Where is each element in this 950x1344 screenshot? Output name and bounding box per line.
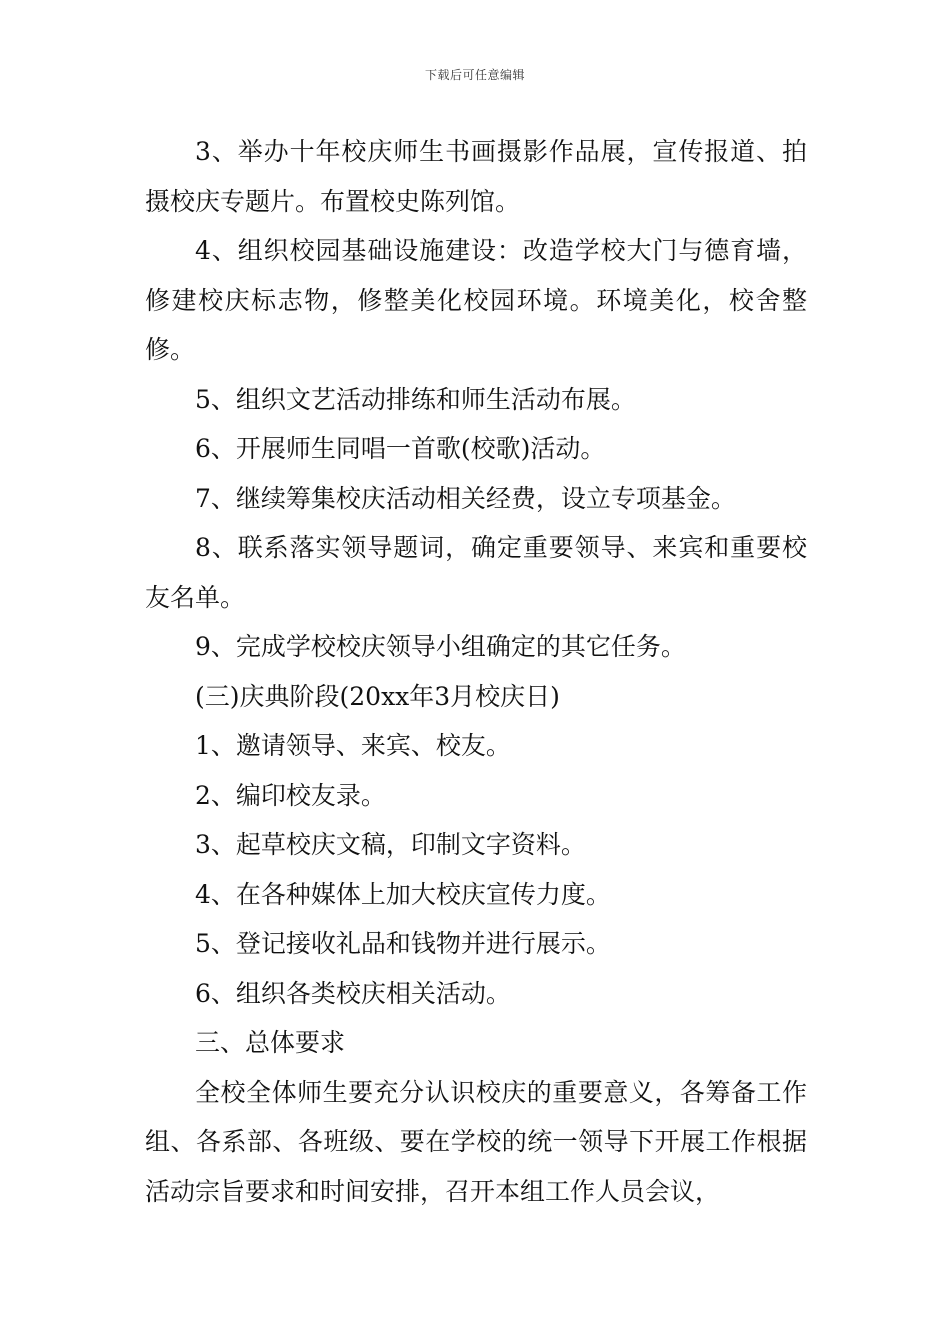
paragraph: 9、完成学校校庆领导小组确定的其它任务。 <box>195 632 686 661</box>
paragraph: 6、开展师生同唱一首歌(校歌)活动。 <box>195 434 606 463</box>
paragraph: 2、编印校友录。 <box>195 780 386 810</box>
paragraph: 5、登记接收礼品和钱物并进行展示。 <box>195 929 611 958</box>
paragraph: 8、联系落实领导题词，确定重要领导、来宾和重要校友名单。 <box>145 533 807 612</box>
paragraph: 4、组织校园基础设施建设：改造学校大门与德育墙，修建校庆标志物，修整美化校园环境。环境美化，校舍整修。 <box>145 236 807 364</box>
paragraph: 1、邀请领导、来宾、校友。 <box>195 731 511 760</box>
paragraph: 4、在各种媒体上加大校庆宣传力度。 <box>195 879 611 909</box>
document-body <box>145 127 807 1216</box>
paragraph: 7、继续筹集校庆活动相关经费，设立专项基金。 <box>195 483 736 513</box>
paragraph: 3、起草校庆文稿，印制文字资料。 <box>195 830 586 859</box>
paragraph: 5、组织文艺活动排练和师生活动布展。 <box>195 384 636 414</box>
paragraph: 6、组织各类校庆相关活动。 <box>195 978 511 1008</box>
paragraph: 全校全体师生要充分认识校庆的重要意义，各筹备工作组、各系部、各班级、要在学校的统一领导下开展工作根据活动宗旨要求和时间安排，召开本组工作人员会议， <box>145 1077 807 1206</box>
section-heading: (三)庆典阶段(20xx年3月校庆日) <box>195 681 560 711</box>
page-header-note: 下载后可任意编辑 <box>424 68 525 82</box>
section-heading: 三、总体要求 <box>195 1028 346 1057</box>
paragraph: 3、举办十年校庆师生书画摄影作品展，宣传报道、拍摄校庆专题片。布置校史陈列馆。 <box>145 137 807 216</box>
